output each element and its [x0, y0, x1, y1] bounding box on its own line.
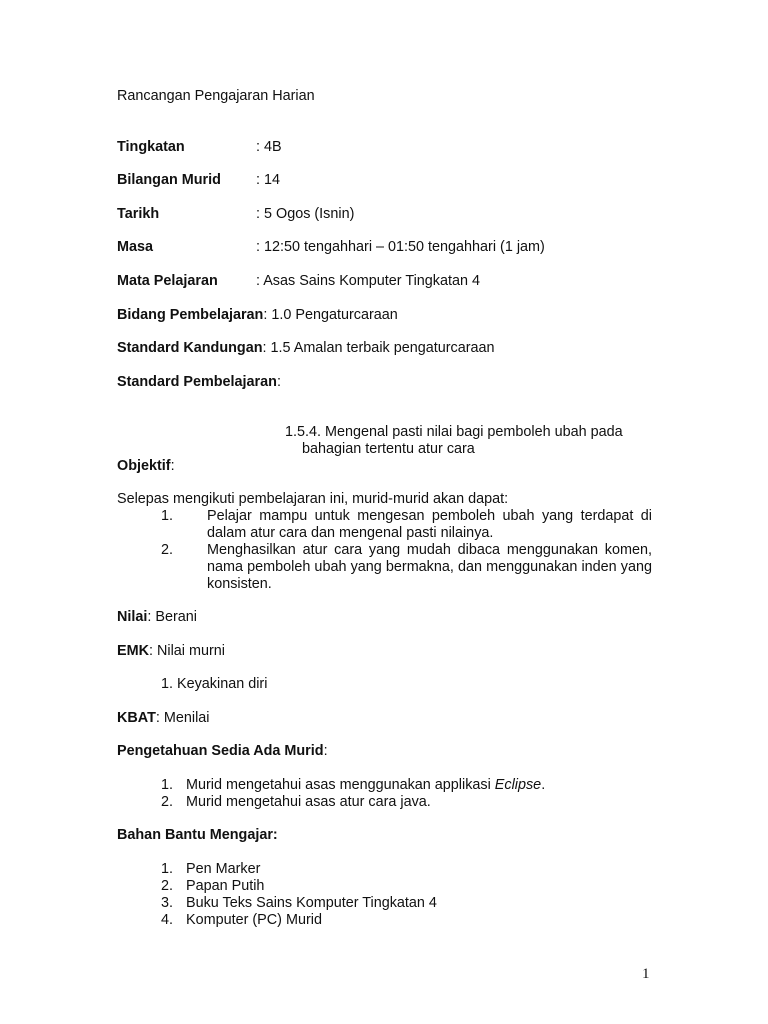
- field-label-masa: Masa: [117, 239, 153, 255]
- standard-pembelajaran-line: [117, 374, 281, 391]
- kbat-value: : Menilai: [155, 710, 210, 726]
- pengetahuan-label: Pengetahuan Sedia Ada Murid: [117, 743, 324, 759]
- objektif-intro: Selepas mengikuti pembelajaran ini, murid-murid akan dapat:: [117, 491, 509, 507]
- pengetahuan-item-text-part: .: [541, 777, 546, 793]
- bahan-item-number: 2.: [161, 878, 174, 894]
- page-number: 1: [642, 966, 650, 982]
- field-label-bilangan-murid: Bilangan Murid: [117, 172, 221, 188]
- objektif-item-number: 2.: [161, 542, 174, 558]
- pengetahuan-item-number: 2.: [161, 794, 174, 810]
- emk-label: EMK: [117, 643, 149, 659]
- objektif-item-text: Pelajar mampu untuk mengesan pemboleh ubah yang terdapat di dalam atur cara dan mengenal pasti nilainya.: [207, 508, 652, 541]
- field-label-tarikh: Tarikh: [117, 206, 160, 222]
- bahan-item-text: Buku Teks Sains Komputer Tingkatan 4: [186, 895, 437, 911]
- kandungan-label: Standard Kandungan: [117, 340, 263, 356]
- field-value-tarikh: : 5 Ogos (Isnin): [256, 206, 355, 222]
- bahan-item-number: 4.: [161, 912, 174, 928]
- nilai-value: : Berani: [147, 609, 197, 625]
- field-value-tingkatan: : 4B: [256, 139, 282, 155]
- pengetahuan-item-text-part: Murid mengetahui asas atur cara java.: [186, 794, 431, 810]
- standard-kandungan-line: [117, 340, 495, 357]
- bidang-label: Bidang Pembelajaran: [117, 307, 264, 323]
- emk-line: [117, 643, 225, 660]
- bahan-item-text: Papan Putih: [186, 878, 265, 894]
- pengetahuan-item-text: [186, 777, 545, 794]
- bahan-item-text: Pen Marker: [186, 861, 261, 877]
- pengetahuan-item-emphasis: Eclipse: [494, 777, 542, 793]
- document-title: Rancangan Pengajaran Harian: [117, 88, 315, 104]
- field-value-masa: : 12:50 tengahhari – 01:50 tengahhari (1 jam): [256, 239, 545, 255]
- kandungan-value: : 1.5 Amalan terbaik pengaturcaraan: [262, 340, 495, 356]
- bidang-pembelajaran-line: [117, 307, 398, 324]
- bidang-value: : 1.0 Pengaturcaraan: [263, 307, 398, 323]
- kbat-label: KBAT: [117, 710, 156, 726]
- bahan-item-number: 3.: [161, 895, 174, 911]
- objektif-colon: :: [170, 458, 175, 474]
- field-value-bilangan-murid: : 14: [256, 172, 281, 188]
- pembelajaran-colon: :: [276, 374, 281, 390]
- objektif-item-text: Menghasilkan atur cara yang mudah dibaca menggunakan komen, nama pemboleh ubah yang bermakna, dan menggunakan inden yang konsisten.: [207, 542, 652, 592]
- kbat-line: [117, 710, 210, 727]
- field-label-tingkatan: Tingkatan: [117, 139, 185, 155]
- nilai-label: Nilai: [117, 609, 148, 625]
- objektif-label: Objektif: [117, 458, 171, 474]
- pembelajaran-item-line2: bahagian tertentu atur cara: [302, 441, 475, 457]
- pengetahuan-heading: [117, 743, 328, 760]
- pembelajaran-label: Standard Pembelajaran: [117, 374, 277, 390]
- bahan-item-number: 1.: [161, 861, 174, 877]
- field-label-mata-pelajaran: Mata Pelajaran: [117, 273, 218, 289]
- pengetahuan-item-number: 1.: [161, 777, 174, 793]
- pengetahuan-item-text-part: Murid mengetahui asas menggunakan applikasi: [186, 777, 495, 793]
- emk-value: : Nilai murni: [148, 643, 225, 659]
- pengetahuan-colon: :: [323, 743, 328, 759]
- bahan-heading: Bahan Bantu Mengajar:: [117, 827, 278, 843]
- emk-item: 1. Keyakinan diri: [161, 676, 268, 692]
- nilai-line: [117, 609, 197, 626]
- objektif-item-number: 1.: [161, 508, 174, 524]
- pengetahuan-item-text: [186, 794, 431, 811]
- field-value-mata-pelajaran: : Asas Sains Komputer Tingkatan 4: [256, 273, 480, 289]
- bahan-item-text: Komputer (PC) Murid: [186, 912, 322, 928]
- pembelajaran-item-line1: 1.5.4. Mengenal pasti nilai bagi pemboleh ubah pada: [285, 424, 623, 440]
- objektif-heading: [117, 458, 175, 475]
